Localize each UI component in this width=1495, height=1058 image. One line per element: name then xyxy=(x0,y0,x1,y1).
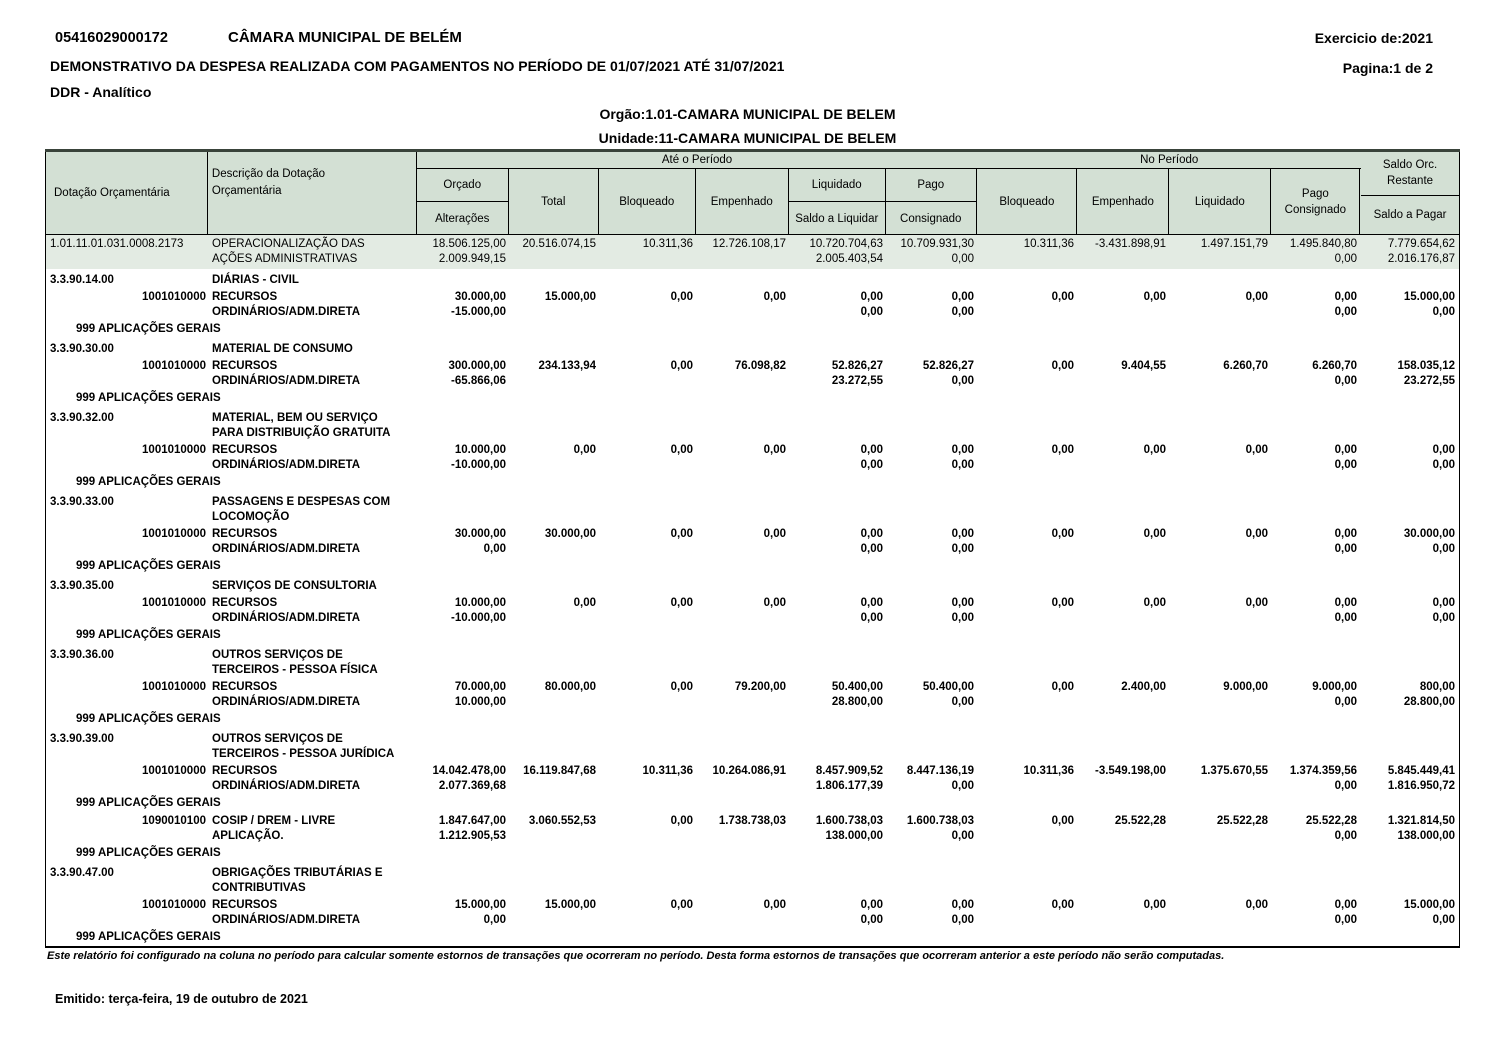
table-row xyxy=(46,896,1459,930)
value-cell: -3.549.198,00 xyxy=(1095,765,1166,777)
value-cell: 50.400,00 28.800,00 xyxy=(831,681,883,708)
dotacao-description: SERVIÇOS DE CONSULTORIA xyxy=(212,580,377,592)
dotacao-code: 3.3.90.47.00 xyxy=(50,867,114,879)
orgao-line: Orgão:1.01-CAMARA MUNICIPAL DE BELEM xyxy=(599,106,896,122)
value-cell: 1.374.359,56 0,00 xyxy=(1289,765,1357,792)
table-row xyxy=(46,594,1459,628)
value-cell: 0,00 xyxy=(1143,528,1166,540)
value-cell: 1.600.738,03 0,00 xyxy=(906,815,974,842)
table-row xyxy=(46,575,1459,594)
dotacao-description: RECURSOS ORDINÁRIOS/ADM.DIRETA xyxy=(212,444,361,471)
value-cell: 3.060.552,53 xyxy=(528,815,596,827)
value-cell: 0,00 0,00 xyxy=(951,444,974,471)
value-cell: 0,00 0,00 xyxy=(1334,444,1357,471)
table-row xyxy=(46,930,1459,946)
dotacao-code: 3.3.90.14.00 xyxy=(50,274,114,286)
value-cell: 234.133,94 xyxy=(538,360,596,372)
value-cell: 15.000,00 0,00 xyxy=(1403,291,1455,318)
value-cell: 7.779.654,62 2.016.176,87 xyxy=(1387,238,1455,265)
report-config-note: Este relatório foi configurado na coluna no período para calcular somente estornos de transações que ocorreram no período. Desta forma estornos de transações que ocorreram anterior a este período não serão computadas. xyxy=(47,950,1225,962)
group-no-periodo xyxy=(977,152,1361,234)
value-cell: 10.709.931,30 0,00 xyxy=(900,238,974,265)
value-cell: 2.400,00 xyxy=(1121,681,1166,693)
value-cell: 8.457.909,52 1.806.177,39 xyxy=(815,765,883,792)
document-number: 05416029000172 xyxy=(55,30,168,46)
value-cell: 1.375.670,55 xyxy=(1200,765,1268,777)
value-cell: 0,00 xyxy=(763,899,786,911)
value-cell: 0,00 xyxy=(1245,528,1268,540)
dotacao-code: 3.3.90.33.00 xyxy=(50,496,114,508)
dotacao-code: 3.3.90.36.00 xyxy=(50,649,114,661)
col-total-header: Total xyxy=(509,169,599,235)
aplicacoes-label: 999 APLICAÇÕES GERAIS xyxy=(76,713,221,725)
dotacao-code: 1001010000 xyxy=(142,597,206,609)
value-cell: 0,00 xyxy=(763,291,786,303)
value-cell: 0,00 xyxy=(1245,444,1268,456)
value-cell: 0,00 xyxy=(763,597,786,609)
value-cell: 6.260,70 0,00 xyxy=(1312,360,1357,387)
table-row xyxy=(46,728,1459,762)
table-row xyxy=(46,357,1459,391)
value-cell: 0,00 xyxy=(1245,291,1268,303)
value-cell: 0,00 xyxy=(1051,444,1074,456)
value-cell: 0,00 xyxy=(1143,899,1166,911)
value-cell: 16.119.847,68 xyxy=(523,765,596,777)
dotacao-code: 1001010000 xyxy=(142,681,206,693)
value-cell: 0,00 xyxy=(670,815,693,827)
value-cell: 30.000,00 0,00 xyxy=(454,528,506,555)
col-pago-per-header: Pago Consignado xyxy=(1271,169,1360,234)
value-cell: 0,00 xyxy=(1245,597,1268,609)
value-cell: 15.000,00 0,00 xyxy=(454,899,506,926)
report-title: DEMONSTRATIVO DA DESPESA REALIZADA COM PAGAMENTOS NO PERÍODO DE 01/07/2021 ATÉ 31/07/2021 xyxy=(50,58,785,74)
value-cell: 70.000,00 10.000,00 xyxy=(454,681,506,708)
col-empenhado-ate-header: Empenhado xyxy=(696,169,789,235)
table-row xyxy=(46,407,1459,441)
emitted-date: Emitido: terça-feira, 19 de outubro de 2021 xyxy=(55,992,308,1006)
dotacao-description: OUTROS SERVIÇOS DE TERCEIROS - PESSOA FÍSICA xyxy=(212,649,378,676)
value-cell: 52.826,27 23.272,55 xyxy=(831,360,883,387)
aplicacoes-label: 999 APLICAÇÕES GERAIS xyxy=(76,847,221,859)
aplicacoes-label: 999 APLICAÇÕES GERAIS xyxy=(76,323,221,335)
col-saldo-header: Saldo Orc. Restante Saldo a Pagar xyxy=(1361,152,1459,234)
value-cell: 76.098,82 xyxy=(734,360,786,372)
value-cell: 0,00 xyxy=(670,597,693,609)
aplicacoes-label: 999 APLICAÇÕES GERAIS xyxy=(76,392,221,404)
dotacao-code: 1001010000 xyxy=(142,444,206,456)
dotacao-description: RECURSOS ORDINÁRIOS/ADM.DIRETA xyxy=(212,765,361,792)
value-cell: 1.495.840,80 0,00 xyxy=(1289,238,1357,265)
col-pago-ate-header: Pago Consignado xyxy=(886,169,977,235)
value-cell: 14.042.478,00 2.077.369,68 xyxy=(432,765,506,792)
value-cell: 0,00 xyxy=(1051,528,1074,540)
col-bloqueado-per-header: Bloqueado xyxy=(977,169,1077,234)
value-cell: 15.000,00 0,00 xyxy=(1403,899,1455,926)
table-row xyxy=(46,288,1459,322)
report-subtitle: DDR - Analítico xyxy=(50,84,152,100)
value-cell: 0,00 0,00 xyxy=(1432,444,1455,471)
value-cell: 0,00 xyxy=(763,528,786,540)
table-row xyxy=(46,712,1459,728)
value-cell: 0,00 0,00 xyxy=(860,291,883,318)
value-cell: 0,00 0,00 xyxy=(951,291,974,318)
table-row xyxy=(46,846,1459,862)
value-cell: 0,00 xyxy=(670,681,693,693)
dotacao-description: MATERIAL DE CONSUMO xyxy=(212,343,353,355)
table-row xyxy=(46,762,1459,796)
table-row xyxy=(46,491,1459,525)
value-cell: 1.321.814,50 138.000,00 xyxy=(1387,815,1455,842)
dotacao-description: RECURSOS ORDINÁRIOS/ADM.DIRETA xyxy=(212,681,361,708)
table-row xyxy=(46,796,1459,812)
value-cell: 0,00 xyxy=(763,444,786,456)
entity-name: CÂMARA MUNICIPAL DE BELÉM xyxy=(228,29,462,46)
table-row xyxy=(46,235,1459,269)
group-ate-o-periodo xyxy=(417,152,978,234)
value-cell: 1.738.738,03 xyxy=(718,815,786,827)
table-row xyxy=(46,862,1459,896)
group-ate-label: Até o Período xyxy=(417,152,978,169)
table-row xyxy=(46,678,1459,712)
dotacao-code: 1.01.11.01.031.0008.2173 xyxy=(50,238,184,250)
value-cell: 1.600.738,03 138.000,00 xyxy=(815,815,883,842)
value-cell: 18.506.125,00 2.009.949,15 xyxy=(432,238,506,265)
value-cell: 30.000,00 0,00 xyxy=(1403,528,1455,555)
dotacao-description: OPERACIONALIZAÇÃO DAS AÇÕES ADMINISTRATIVAS xyxy=(212,238,365,265)
value-cell: 0,00 0,00 xyxy=(860,899,883,926)
value-cell: 10.264.086,91 xyxy=(712,765,786,777)
value-cell: 10.311,36 xyxy=(642,238,693,250)
dotacao-description: RECURSOS ORDINÁRIOS/ADM.DIRETA xyxy=(212,597,361,624)
value-cell: 0,00 xyxy=(1051,291,1074,303)
value-cell: 300.000,00 -65.866,06 xyxy=(448,360,506,387)
table-row xyxy=(46,391,1459,407)
dotacao-description: RECURSOS ORDINÁRIOS/ADM.DIRETA xyxy=(212,899,361,926)
dotacao-code: 3.3.90.30.00 xyxy=(50,343,114,355)
dotacao-description: MATERIAL, BEM OU SERVIÇO PARA DISTRIBUIÇÃO GRATUITA xyxy=(212,412,391,439)
value-cell: 0,00 xyxy=(1143,597,1166,609)
table-row xyxy=(46,812,1459,846)
table-row xyxy=(46,322,1459,338)
value-cell: 0,00 0,00 xyxy=(1334,899,1357,926)
value-cell: 30.000,00 xyxy=(544,528,596,540)
dotacao-code: 1090010100 xyxy=(142,815,206,827)
col-liquidado-ate-header: Liquidado Saldo a Liquidar xyxy=(789,169,886,235)
value-cell: 0,00 0,00 xyxy=(951,528,974,555)
dotacao-code: 1001010000 xyxy=(142,899,206,911)
value-cell: 6.260,70 xyxy=(1223,360,1268,372)
value-cell: 10.720.704,63 2.005.403,54 xyxy=(809,238,883,265)
value-cell: 25.522,28 0,00 xyxy=(1305,815,1357,842)
value-cell: 80.000,00 xyxy=(544,681,596,693)
page-indicator: Pagina:1 de 2 xyxy=(1342,60,1433,76)
value-cell: 0,00 xyxy=(670,444,693,456)
value-cell: 0,00 xyxy=(1051,681,1074,693)
dotacao-code: 1001010000 xyxy=(142,765,206,777)
value-cell: 1.497.151,79 xyxy=(1200,238,1268,250)
aplicacoes-label: 999 APLICAÇÕES GERAIS xyxy=(76,931,221,943)
value-cell: 10.000,00 -10.000,00 xyxy=(451,597,506,624)
value-cell: -3.431.898,91 xyxy=(1095,238,1166,250)
aplicacoes-label: 999 APLICAÇÕES GERAIS xyxy=(76,797,221,809)
value-cell: 30.000,00 -15.000,00 xyxy=(451,291,506,318)
dotacao-description: RECURSOS ORDINÁRIOS/ADM.DIRETA xyxy=(212,360,361,387)
value-cell: 10.311,36 xyxy=(1023,238,1074,250)
table-row xyxy=(46,525,1459,559)
dotacao-code: 3.3.90.32.00 xyxy=(50,412,114,424)
value-cell: 0,00 xyxy=(1051,815,1074,827)
value-cell: 9.404,55 xyxy=(1121,360,1166,372)
value-cell: 0,00 xyxy=(670,360,693,372)
value-cell: 0,00 0,00 xyxy=(1334,528,1357,555)
aplicacoes-label: 999 APLICAÇÕES GERAIS xyxy=(76,560,221,572)
table-row xyxy=(46,269,1459,288)
unidade-line: Unidade:11-CAMARA MUNICIPAL DE BELEM xyxy=(598,130,897,146)
value-cell: 800,00 28.800,00 xyxy=(1403,681,1455,708)
dotacao-description: RECURSOS ORDINÁRIOS/ADM.DIRETA xyxy=(212,291,361,318)
value-cell: 10.311,36 xyxy=(642,765,693,777)
dotacao-code: 3.3.90.35.00 xyxy=(50,580,114,592)
table-row xyxy=(46,559,1459,575)
dotacao-code: 1001010000 xyxy=(142,528,206,540)
dotacao-description: PASSAGENS E DESPESAS COM LOCOMOÇÃO xyxy=(212,496,391,523)
aplicacoes-label: 999 APLICAÇÕES GERAIS xyxy=(76,476,221,488)
col-bloqueado-ate-header: Bloqueado xyxy=(599,169,696,235)
value-cell: 0,00 xyxy=(573,444,596,456)
value-cell: 10.000,00 -10.000,00 xyxy=(451,444,506,471)
exercise-label: Exercicio de:2021 xyxy=(1314,30,1433,46)
value-cell: 0,00 xyxy=(1143,444,1166,456)
aplicacoes-label: 999 APLICAÇÕES GERAIS xyxy=(76,629,221,641)
value-cell: 8.447.136,19 0,00 xyxy=(906,765,974,792)
value-cell: 15.000,00 xyxy=(544,899,596,911)
value-cell: 0,00 xyxy=(1143,291,1166,303)
table-body xyxy=(45,235,1460,948)
dotacao-code: 1001010000 xyxy=(142,360,206,372)
table-row xyxy=(46,644,1459,678)
value-cell: 0,00 xyxy=(670,899,693,911)
value-cell: 0,00 0,00 xyxy=(860,444,883,471)
value-cell: 0,00 0,00 xyxy=(951,597,974,624)
value-cell: 20.516.074,15 xyxy=(522,238,596,250)
col-liquidado-per-header: Liquidado xyxy=(1169,169,1271,234)
col-descricao-header: Descrição da Dotação Orçamentária xyxy=(208,152,417,234)
value-cell: 0,00 xyxy=(670,528,693,540)
value-cell: 25.522,28 xyxy=(1216,815,1268,827)
dotacao-code: 3.3.90.39.00 xyxy=(50,733,114,745)
table-row xyxy=(46,441,1459,475)
col-orcado-header: Orçado Alterações xyxy=(417,169,509,235)
value-cell: 9.000,00 0,00 xyxy=(1312,681,1357,708)
expense-table xyxy=(45,149,1460,948)
value-cell: 0,00 0,00 xyxy=(860,528,883,555)
value-cell: 79.200,00 xyxy=(734,681,786,693)
value-cell: 52.826,27 0,00 xyxy=(922,360,974,387)
value-cell: 9.000,00 xyxy=(1223,681,1268,693)
value-cell: 12.726.108,17 xyxy=(712,238,786,250)
value-cell: 10.311,36 xyxy=(1023,765,1074,777)
value-cell: 5.845.449,41 1.816.950,72 xyxy=(1387,765,1455,792)
col-dotacao-header: Dotação Orçamentária xyxy=(46,152,208,234)
table-row xyxy=(46,475,1459,491)
value-cell: 0,00 xyxy=(1051,360,1074,372)
dotacao-description: OUTROS SERVIÇOS DE TERCEIROS - PESSOA JURÍDICA xyxy=(212,733,395,760)
dotacao-code: 1001010000 xyxy=(142,291,206,303)
value-cell: 158.035,12 23.272,55 xyxy=(1397,360,1455,387)
value-cell: 0,00 xyxy=(1051,899,1074,911)
group-no-label: No Período xyxy=(977,152,1361,169)
value-cell: 15.000,00 xyxy=(544,291,596,303)
value-cell: 0,00 0,00 xyxy=(1334,291,1357,318)
dotacao-description: DIÁRIAS - CIVIL xyxy=(212,274,299,286)
value-cell: 0,00 xyxy=(1051,597,1074,609)
table-header xyxy=(45,152,1460,235)
value-cell: 25.522,28 xyxy=(1114,815,1166,827)
table-row xyxy=(46,628,1459,644)
dotacao-description: OBRIGAÇÕES TRIBUTÁRIAS E CONTRIBUTIVAS xyxy=(212,867,383,894)
table-row xyxy=(46,338,1459,357)
value-cell: 0,00 0,00 xyxy=(1432,597,1455,624)
value-cell: 0,00 xyxy=(1245,899,1268,911)
value-cell: 0,00 xyxy=(670,291,693,303)
dotacao-description: COSIP / DREM - LIVRE APLICAÇÃO. xyxy=(212,815,336,842)
value-cell: 50.400,00 0,00 xyxy=(922,681,974,708)
dotacao-description: RECURSOS ORDINÁRIOS/ADM.DIRETA xyxy=(212,528,361,555)
value-cell: 1.847.647,00 1.212.905,53 xyxy=(438,815,506,842)
value-cell: 0,00 xyxy=(573,597,596,609)
value-cell: 0,00 0,00 xyxy=(860,597,883,624)
value-cell: 0,00 0,00 xyxy=(951,899,974,926)
col-empenhado-per-header: Empenhado xyxy=(1077,169,1169,234)
value-cell: 0,00 0,00 xyxy=(1334,597,1357,624)
